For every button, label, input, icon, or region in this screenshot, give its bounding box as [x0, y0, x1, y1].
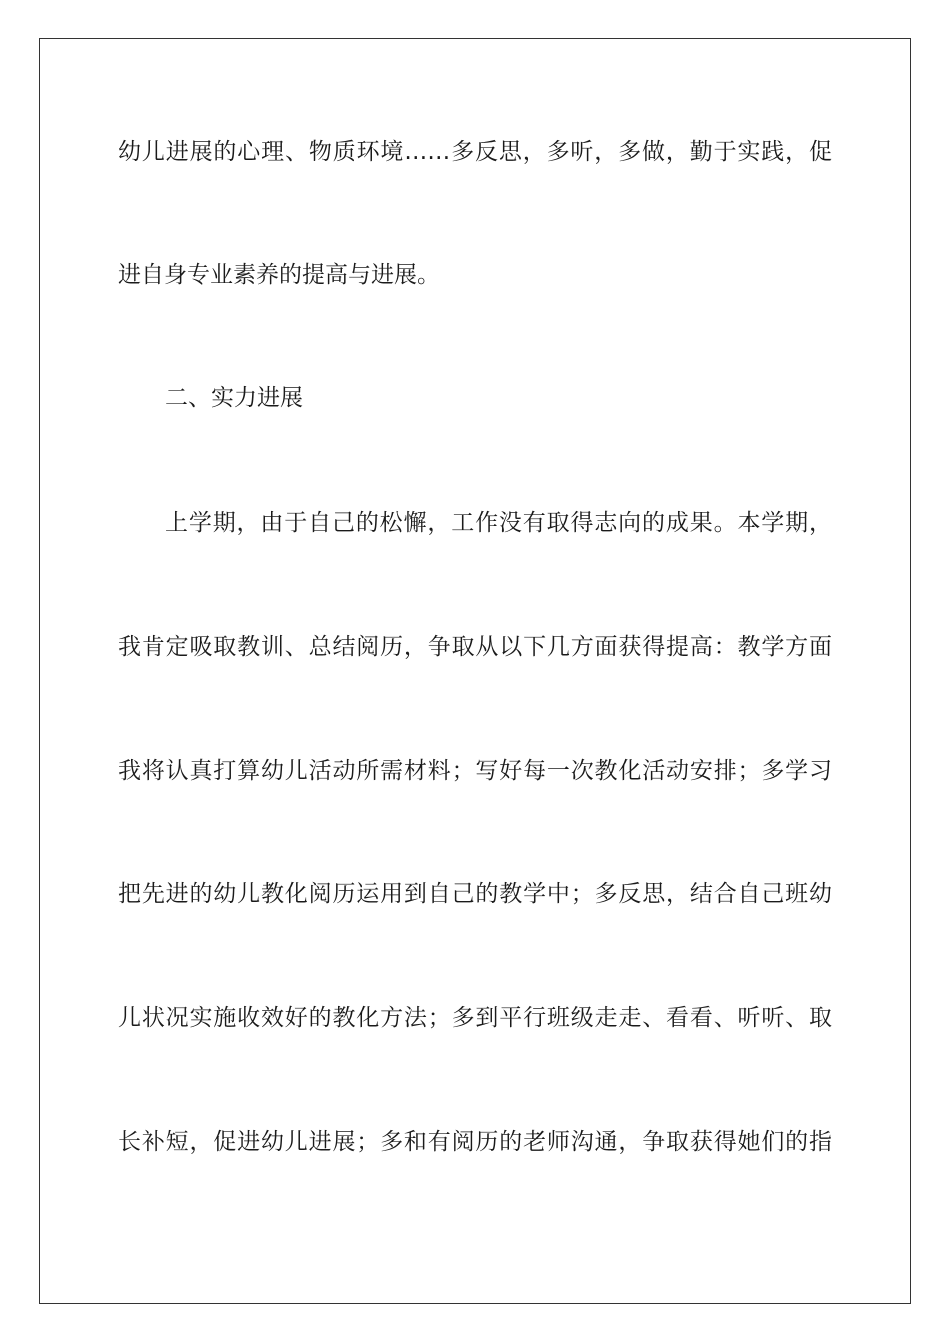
text-line: 幼儿进展的心理、物质环境……多反思，多听，多做，勤于实践，促: [118, 139, 832, 165]
text-line: 我将认真打算幼儿活动所需材料；写好每一次教化活动安排；多学习: [118, 758, 832, 784]
text-line: 上学期，由于自己的松懈，工作没有取得志向的成果。本学期，: [165, 510, 832, 536]
text-line: 把先进的幼儿教化阅历运用到自己的教学中；多反思，结合自己班幼: [118, 881, 832, 907]
text-line: 我肯定吸取教训、总结阅历，争取从以下几方面获得提高：教学方面: [118, 634, 832, 660]
text-line: 进自身专业素养的提高与进展。: [118, 262, 440, 288]
section-heading: 二、实力进展: [165, 385, 303, 411]
text-line: 儿状况实施收效好的教化方法；多到平行班级走走、看看、听听、取: [118, 1005, 832, 1031]
page-frame: [39, 38, 911, 1304]
text-line: 长补短，促进幼儿进展；多和有阅历的老师沟通，争取获得她们的指: [118, 1129, 832, 1155]
